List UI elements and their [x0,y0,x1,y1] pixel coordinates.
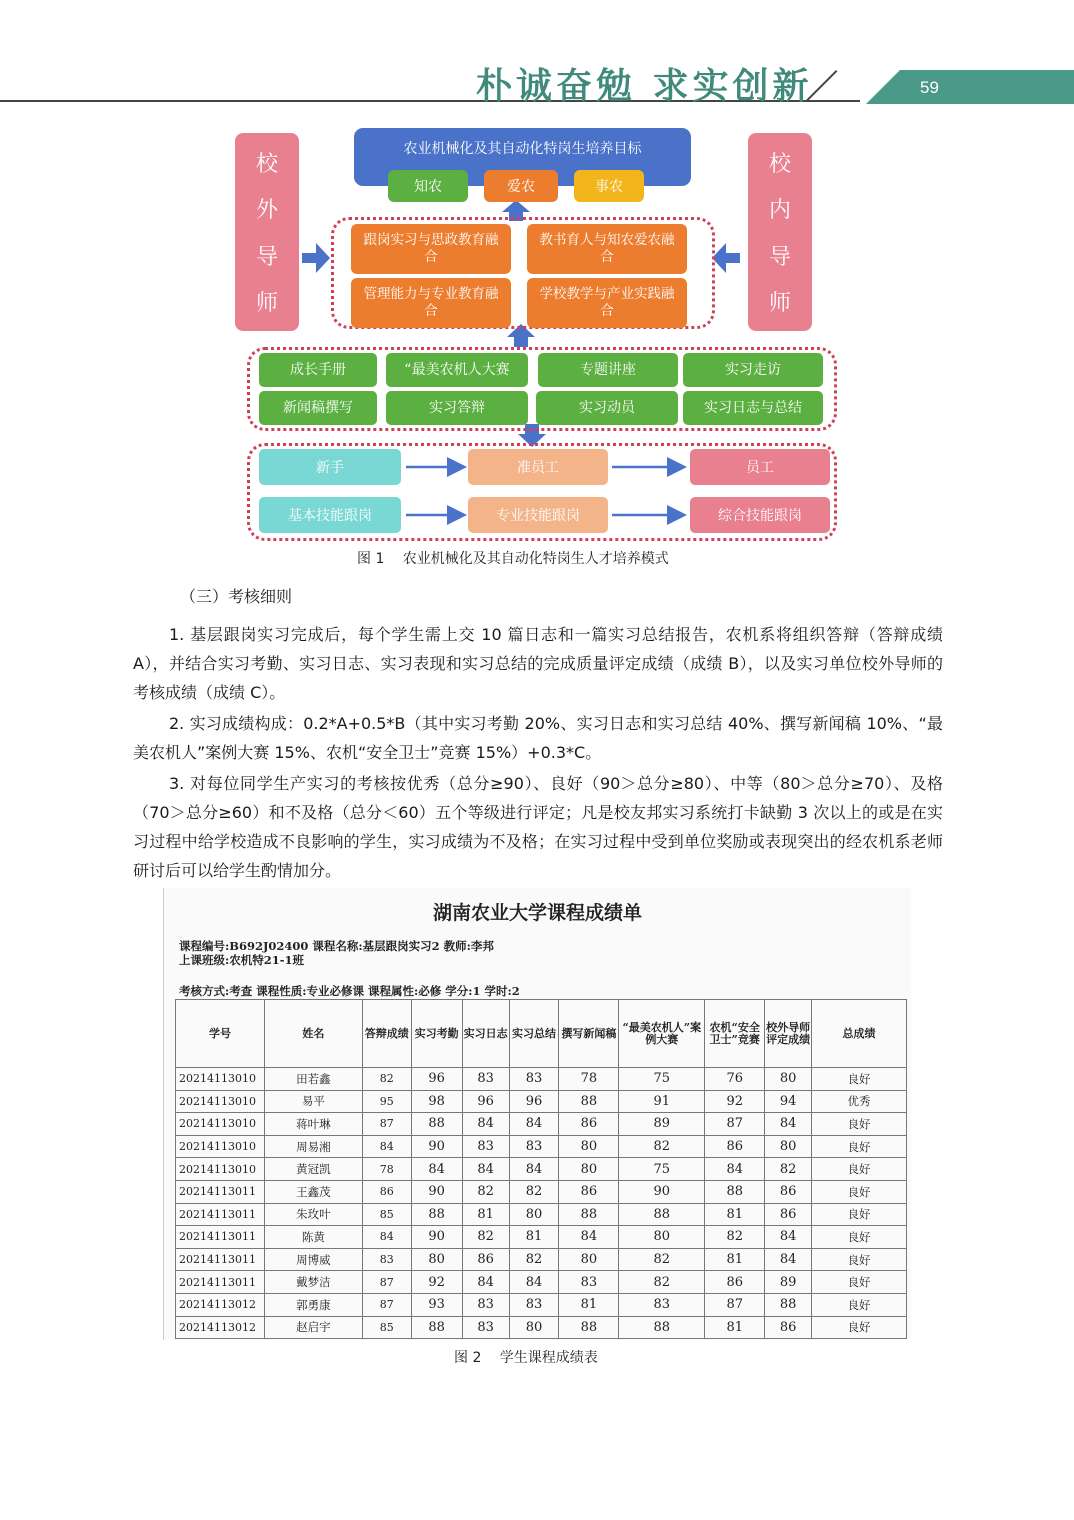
activity-item: “最美农机人大赛 [386,353,528,387]
table-cell: 陈黄 [264,1226,362,1249]
table-cell: 80 [411,1248,462,1271]
table-cell: 84 [705,1158,765,1181]
table-cell: 82 [765,1158,812,1181]
table-cell: 84 [509,1158,559,1181]
table-cell: 20214113011 [176,1180,265,1203]
table-cell: 黄冠凯 [264,1158,362,1181]
paragraph: 2. 实习成绩构成：0.2*A+0.5*B（其中实习考勤 20%、实习日志和实习总结 40%、撰写新闻稿 10%、“最美农机人”案例大赛 15%、农机“安全卫士”竞赛 15%）+0.3*C。 [133,714,943,762]
table-cell: 84 [765,1113,812,1136]
internal-mentor-box [748,133,812,331]
table-cell: 87 [705,1113,765,1136]
table-row [176,1271,907,1294]
grade-table-body [176,1068,907,1339]
grade-table [175,999,907,1339]
table-cell: 88 [559,1316,619,1339]
table-cell: 86 [559,1113,619,1136]
table-cell: 84 [411,1158,462,1181]
table-cell: 83 [462,1068,509,1091]
table-cell: 85 [362,1203,411,1226]
table-cell: 朱玫叶 [264,1203,362,1226]
table-cell: 88 [619,1316,705,1339]
table-cell: 蒋叶琳 [264,1113,362,1136]
table-cell: 75 [619,1158,705,1181]
table-cell: 良好 [812,1203,907,1226]
table-cell: 88 [559,1203,619,1226]
table-cell: 80 [509,1203,559,1226]
column-header: 校外导师评定成绩 [765,1000,812,1068]
paragraph: 3. 对每位同学生产实习的考核按优秀（总分≥90）、良好（90＞总分≥80）、中等（80＞总分≥70）、及格（70＞总分≥60）和不及格（总分＜60）五个等级进行评定；凡是校友邦实习系统打卡缺勤 3 次以上的或是在实习过程中给学校造成不良影响的学生，实习成绩为不及格；在实习过程中受到单位奖励或表现突出的经农机系老师研讨后可以给学生酌情加分。 [133,774,943,880]
table-cell: 92 [705,1090,765,1113]
integration-item: 学校教学与产业实践融合 [527,278,687,328]
table-cell: 郭勇康 [264,1293,362,1316]
table-row [176,1068,907,1091]
table-row [176,1135,907,1158]
stage-novice: 新手 [259,449,401,485]
column-header: “最美农机人”案例大赛 [619,1000,705,1068]
table-row [176,1316,907,1339]
column-header: 答辩成绩 [362,1000,411,1068]
goal-love-agri: 爱农 [484,170,558,202]
table-cell: 88 [411,1203,462,1226]
external-mentor-char: 导 [255,244,278,270]
table-cell: 84 [765,1226,812,1249]
table-cell: 周易湘 [264,1135,362,1158]
table-cell: 78 [362,1158,411,1181]
table-cell: 20214113010 [176,1158,265,1181]
table-row [176,1203,907,1226]
table-cell: 81 [705,1316,765,1339]
table-cell: 84 [462,1113,509,1136]
table-cell: 81 [462,1203,509,1226]
table-row [176,1293,907,1316]
table-cell: 86 [462,1248,509,1271]
table-header-row [176,1000,907,1068]
table-cell: 82 [509,1180,559,1203]
external-mentor-char: 外 [255,198,278,224]
grade-sheet-image [163,888,911,1340]
stage-basic-skills: 基本技能跟岗 [259,497,401,533]
table-cell: 86 [362,1180,411,1203]
grade-sheet-title: 湖南农业大学课程成绩单 [432,902,642,924]
external-mentor-box [235,133,299,331]
stage-quasi-employee: 准员工 [468,449,608,485]
table-cell: 78 [559,1068,619,1091]
integration-item: 管理能力与专业教育融合 [351,278,511,328]
figure-1-caption: 图 1 农业机械化及其自动化特岗生人才培养模式 [357,551,669,567]
table-cell: 20214113010 [176,1090,265,1113]
column-header: 实习总结 [509,1000,559,1068]
table-cell: 90 [411,1226,462,1249]
table-cell: 83 [619,1293,705,1316]
stage-comprehensive-skills: 综合技能跟岗 [690,497,830,533]
table-cell: 良好 [812,1248,907,1271]
table-cell: 良好 [812,1226,907,1249]
table-cell: 80 [765,1068,812,1091]
paragraph: 1. 基层跟岗实习完成后，每个学生需上交 10 篇日志和一篇实习总结报告，农机系将组织答辩（答辩成绩 A），并结合实习考勤、实习日志、实习表现和实习总结的完成质量评定成绩（成绩 B），以及实习单位校外导师的考核成绩（成绩 C）。 [133,625,943,702]
table-cell: 84 [509,1271,559,1294]
table-cell: 88 [559,1090,619,1113]
table-cell: 83 [462,1135,509,1158]
table-cell: 80 [559,1158,619,1181]
internal-mentor-char: 导 [768,244,791,270]
table-cell: 20214113011 [176,1271,265,1294]
table-cell: 87 [362,1271,411,1294]
table-cell: 87 [362,1293,411,1316]
figure-2-caption: 图 2 学生课程成绩表 [454,1350,598,1366]
page-number: 59 [920,78,939,97]
table-cell: 82 [462,1180,509,1203]
table-cell: 84 [462,1271,509,1294]
table-row [176,1090,907,1113]
table-cell: 82 [619,1248,705,1271]
table-cell: 81 [705,1203,765,1226]
table-cell: 田若鑫 [264,1068,362,1091]
table-cell: 98 [411,1090,462,1113]
table-cell: 82 [619,1135,705,1158]
activity-item: 实习动员 [536,391,678,425]
table-cell: 80 [509,1316,559,1339]
table-cell: 80 [559,1248,619,1271]
column-header: 撰写新闻稿 [559,1000,619,1068]
table-cell: 83 [559,1271,619,1294]
table-cell: 赵启宇 [264,1316,362,1339]
table-cell: 82 [362,1068,411,1091]
column-header: 实习考勤 [411,1000,462,1068]
integration-item: 教书育人与知农爱农融合 [527,224,687,274]
grade-sheet-course-info: 课程编号:B692J02400 课程名称:基层跟岗实习2 教师:李邦 [179,939,494,953]
activity-item: 成长手册 [259,353,377,387]
table-cell: 83 [362,1248,411,1271]
table-cell: 84 [462,1158,509,1181]
table-cell: 81 [559,1293,619,1316]
table-cell: 81 [705,1248,765,1271]
table-cell: 86 [559,1180,619,1203]
page-number-tab [866,70,1074,104]
training-model-diagram [230,125,845,545]
table-cell: 20214113011 [176,1203,265,1226]
table-cell: 87 [705,1293,765,1316]
table-cell: 80 [559,1135,619,1158]
table-cell: 88 [765,1293,812,1316]
table-cell: 良好 [812,1180,907,1203]
table-cell: 20214113012 [176,1293,265,1316]
external-mentor-char: 校 [255,151,278,177]
stage-employee: 员工 [690,449,830,485]
table-cell: 良好 [812,1113,907,1136]
table-cell: 82 [462,1226,509,1249]
table-cell: 86 [765,1316,812,1339]
table-cell: 76 [705,1068,765,1091]
goal-know-agri: 知农 [388,170,468,202]
table-cell: 易平 [264,1090,362,1113]
table-cell: 84 [765,1248,812,1271]
table-cell: 89 [765,1271,812,1294]
table-cell: 良好 [812,1271,907,1294]
table-cell: 86 [765,1203,812,1226]
table-cell: 96 [509,1090,559,1113]
column-header: 农机“安全卫士”竞赛 [705,1000,765,1068]
table-cell: 88 [705,1180,765,1203]
table-cell: 75 [619,1068,705,1091]
table-cell: 82 [509,1248,559,1271]
activity-item: 实习日志与总结 [683,391,823,425]
internal-mentor-char: 校 [768,151,791,177]
table-cell: 86 [705,1271,765,1294]
table-cell: 88 [619,1203,705,1226]
table-cell: 良好 [812,1158,907,1181]
table-cell: 20214113011 [176,1248,265,1271]
table-cell: 良好 [812,1068,907,1091]
training-goal-title: 农业机械化及其自动化特岗生培养目标 [403,141,642,157]
table-cell: 20214113010 [176,1135,265,1158]
table-cell: 83 [509,1293,559,1316]
table-cell: 89 [619,1113,705,1136]
table-cell: 良好 [812,1316,907,1339]
stage-professional-skills: 专业技能跟岗 [468,497,608,533]
table-cell: 88 [411,1316,462,1339]
table-cell: 83 [462,1316,509,1339]
activity-item: 专题讲座 [538,353,678,387]
table-cell: 81 [509,1226,559,1249]
table-row [176,1180,907,1203]
table-cell: 20214113012 [176,1316,265,1339]
table-cell: 90 [619,1180,705,1203]
table-cell: 20214113010 [176,1068,265,1091]
table-cell: 王鑫茂 [264,1180,362,1203]
table-cell: 85 [362,1316,411,1339]
activity-item: 实习答辩 [386,391,528,425]
table-row [176,1158,907,1181]
table-cell: 83 [462,1293,509,1316]
table-cell: 20214113010 [176,1113,265,1136]
table-cell: 80 [765,1135,812,1158]
table-cell: 96 [411,1068,462,1091]
header-motto: 朴诚奋勉 求实创新 [476,65,813,107]
table-cell: 94 [765,1090,812,1113]
table-cell: 96 [462,1090,509,1113]
external-mentor-char: 师 [255,291,278,317]
table-cell: 80 [619,1226,705,1249]
table-cell: 83 [509,1135,559,1158]
table-row [176,1113,907,1136]
internal-mentor-char: 内 [768,198,791,224]
table-cell: 82 [705,1226,765,1249]
table-cell: 86 [705,1135,765,1158]
table-cell: 84 [509,1113,559,1136]
section-title: （三）考核细则 [180,587,293,606]
column-header: 实习日志 [462,1000,509,1068]
activity-item: 实习走访 [683,353,823,387]
grade-sheet-assessment-info: 考核方式:考查 课程性质:专业必修课 课程属性:必修 学分:1 学时:2 [179,984,520,998]
table-cell: 92 [411,1271,462,1294]
column-header: 学号 [176,1000,265,1068]
grade-sheet-class-info: 上课班级:农机特21-1班 [179,953,305,967]
table-cell: 84 [362,1226,411,1249]
integration-item: 跟岗实习与思政教育融合 [351,224,511,274]
goal-serve-agri: 事农 [574,170,644,202]
table-cell: 83 [509,1068,559,1091]
table-cell: 86 [765,1180,812,1203]
column-header: 总成绩 [812,1000,907,1068]
internal-mentor-char: 师 [768,291,791,317]
table-cell: 82 [619,1271,705,1294]
table-cell: 戴梦洁 [264,1271,362,1294]
table-cell: 91 [619,1090,705,1113]
table-cell: 93 [411,1293,462,1316]
table-cell: 周博威 [264,1248,362,1271]
activity-item: 新闻稿撰写 [259,391,377,425]
table-cell: 90 [411,1135,462,1158]
table-cell: 84 [362,1135,411,1158]
table-cell: 90 [411,1180,462,1203]
table-cell: 良好 [812,1293,907,1316]
table-row [176,1248,907,1271]
column-header: 姓名 [264,1000,362,1068]
table-cell: 88 [411,1113,462,1136]
table-cell: 84 [559,1226,619,1249]
table-row [176,1226,907,1249]
table-cell: 优秀 [812,1090,907,1113]
table-cell: 87 [362,1113,411,1136]
table-cell: 95 [362,1090,411,1113]
table-cell: 20214113011 [176,1226,265,1249]
table-cell: 良好 [812,1135,907,1158]
